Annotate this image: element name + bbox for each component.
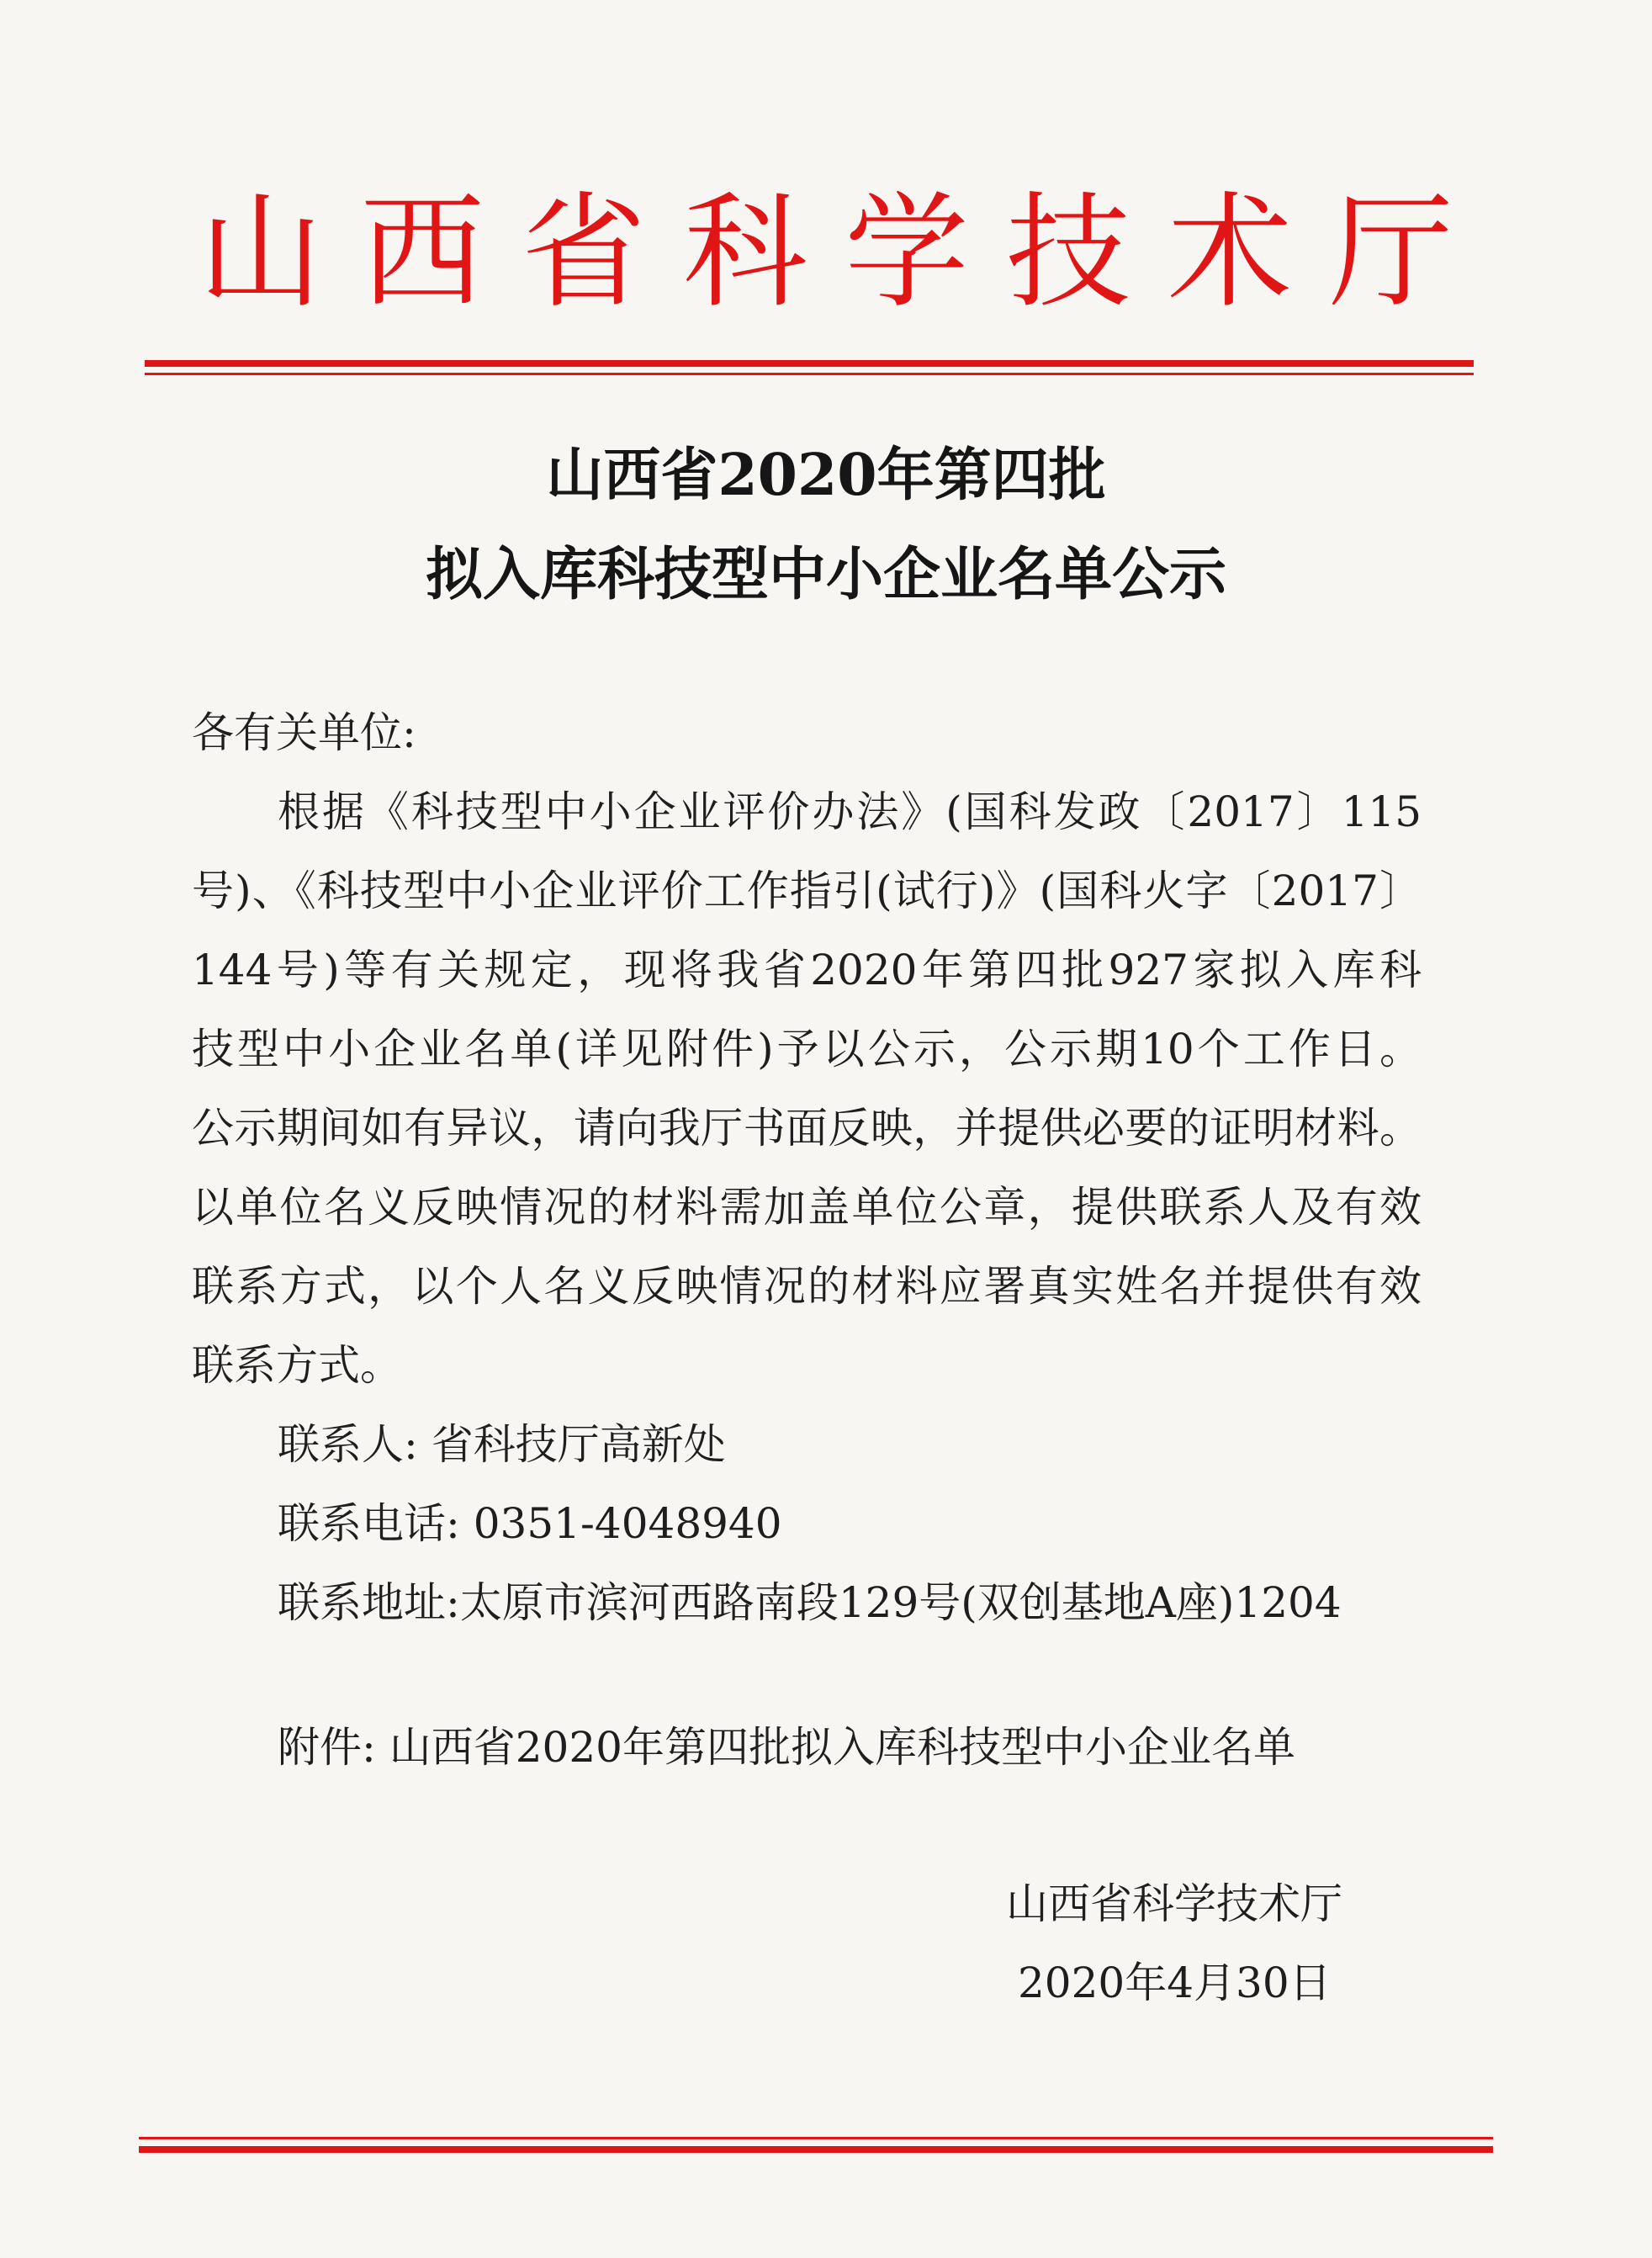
attachment-note: 附件: 山西省2020年第四批拟入库科技型中小企业名单 <box>278 1723 1295 1772</box>
contact-person: 联系人: 省科技厅高新处 <box>278 1420 726 1469</box>
red-rule-thin <box>145 373 1474 375</box>
footer-red-rule <box>139 2137 1493 2159</box>
red-rule-thick <box>145 360 1474 367</box>
contact-phone: 联系电话: 0351-4048940 <box>278 1499 782 1548</box>
masthead-red-rule <box>145 360 1474 380</box>
footer-rule-thick <box>139 2146 1493 2153</box>
signature-date: 2020年4月30日 <box>1018 1959 1332 2007</box>
signature-organization: 山西省科学技术厅 <box>1006 1879 1342 1928</box>
body-line-2: 号)、《科技型中小企业评价工作指引(试行)》(国科火字〔2017〕 <box>192 867 1422 915</box>
body-line-5: 公示期间如有异议，请向我厅书面反映，并提供必要的证明材料。 <box>192 1104 1422 1153</box>
footer-rule-thin <box>139 2137 1493 2139</box>
body-line-8: 联系方式。 <box>192 1341 402 1390</box>
body-line-7: 联系方式，以个人名义反映情况的材料应署真实姓名并提供有效 <box>192 1262 1422 1311</box>
body-line-4: 技型中小企业名单(详见附件)予以公示，公示期10个工作日。 <box>192 1025 1422 1073</box>
contact-address: 联系地址:太原市滨河西路南段129号(双创基地A座)1204 <box>278 1578 1342 1627</box>
salutation: 各有关单位: <box>192 708 416 757</box>
body-line-3: 144号)等有关规定，现将我省2020年第四批927家拟入库科 <box>192 946 1422 994</box>
document-title-line1: 山西省2020年第四批 <box>546 442 1106 509</box>
body-line-6: 以单位名义反映情况的材料需加盖单位公章，提供联系人及有效 <box>192 1183 1422 1232</box>
masthead-title: 山西省科学技术厅 <box>199 180 1491 325</box>
document-title-line2: 拟入库科技型中小企业名单公示 <box>425 541 1226 608</box>
body-line-1: 根据《科技型中小企业评价办法》(国科发政〔2017〕115 <box>278 787 1422 836</box>
